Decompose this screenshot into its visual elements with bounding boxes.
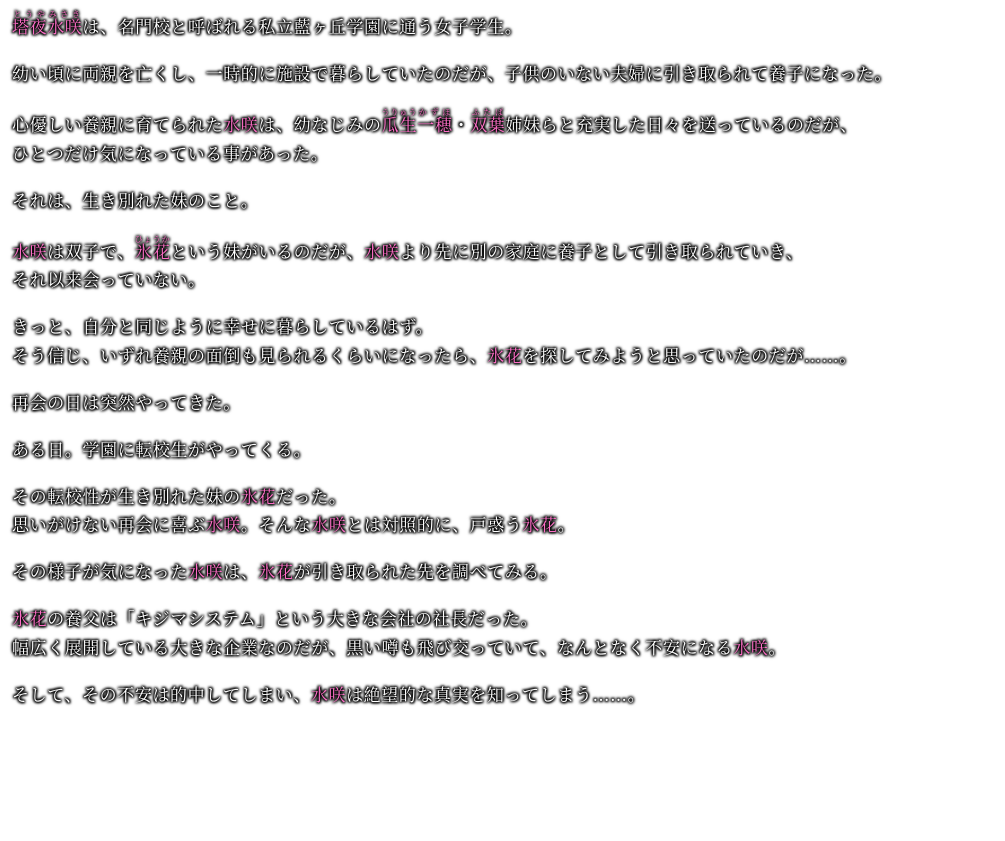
character-name	[381, 108, 418, 136]
character-name-text: 双葉	[470, 116, 506, 136]
character-name	[12, 10, 48, 38]
synopsis-paragraph	[12, 61, 1002, 90]
character-name: 水咲	[223, 116, 259, 136]
character-name: 氷花	[258, 563, 294, 583]
synopsis-line	[12, 606, 1002, 635]
narrative-text: は、	[223, 563, 259, 583]
narrative-text: それは、生き別れた妹のこと。	[12, 191, 259, 212]
narrative-text: その転校性が生き別れた妹の	[12, 487, 241, 508]
character-name: 氷花	[487, 346, 523, 367]
character-name: 水咲	[364, 242, 400, 263]
story-synopsis	[12, 10, 1002, 729]
narrative-text: 再会の日は突然やってきた。	[12, 393, 241, 414]
character-name: 水咲	[311, 516, 347, 536]
synopsis-paragraph	[12, 10, 1002, 43]
character-name-text: 水咲	[47, 18, 83, 38]
synopsis-line	[12, 141, 1002, 170]
synopsis-line	[12, 390, 1002, 419]
character-name: 氷花	[522, 516, 558, 536]
narrative-text: ひとつだけ気になっている事があった。	[12, 144, 329, 165]
narrative-text: そう信じ、いずれ養親の面倒も見られるくらいになったら、	[12, 346, 488, 367]
synopsis-paragraph	[12, 108, 1002, 169]
synopsis-line	[12, 267, 1002, 296]
synopsis-line	[12, 512, 1002, 541]
narrative-text: は双子で、	[47, 242, 135, 263]
synopsis-line	[12, 10, 1002, 43]
narrative-text: それ以来会っていない。	[12, 271, 206, 291]
synopsis-line	[12, 437, 1002, 466]
character-name-text: 氷花	[134, 242, 171, 263]
synopsis-paragraph	[12, 235, 1002, 296]
narrative-text: 幅広く展開している大きな企業なのだが、黒い噂も飛び交っていて、なんとなく不安になる	[12, 638, 734, 659]
synopsis-line	[12, 314, 1002, 343]
narrative-text: 思いがけない再会に喜ぶ	[12, 516, 206, 536]
narrative-text: が引き取られた先を調べてみる。	[293, 563, 558, 583]
narrative-text: ・	[452, 116, 471, 136]
narrative-text: は、幼なじみの	[258, 116, 382, 136]
narrative-text: は、名門校と呼ばれる私立藍ヶ丘学園に通う女子学生。	[82, 18, 523, 38]
narrative-text: 。	[768, 638, 787, 659]
narrative-text: 心優しい養親に育てられた	[12, 116, 224, 136]
synopsis-paragraph	[12, 314, 1002, 371]
synopsis-line	[12, 61, 1002, 90]
narrative-text: その様子が気になった	[12, 563, 188, 583]
synopsis-paragraph	[12, 484, 1002, 541]
synopsis-line	[12, 484, 1002, 513]
furigana-reading: とうや	[12, 10, 48, 19]
narrative-text: を探してみようと思っていたのだが……。	[522, 346, 857, 367]
narrative-text: は絶望的な真実を知ってしまう……。	[346, 685, 646, 706]
character-name: 水咲	[12, 242, 48, 263]
synopsis-paragraph	[12, 188, 1002, 217]
furigana-reading: かずほ	[417, 108, 453, 117]
synopsis-line	[12, 108, 1002, 141]
character-name-text: 塔夜	[12, 18, 48, 38]
furigana-reading: ふたば	[470, 108, 506, 117]
synopsis-line	[12, 235, 1002, 268]
character-name: 水咲	[188, 563, 224, 583]
narrative-text: の養父は「キジマシステム」という大きな会社の社長だった。	[47, 610, 539, 630]
narrative-text: 幼い頃に両親を亡くし、一時的に施設で暮らしていたのだが、子供のいない夫婦に引き取られて養子になった。	[12, 65, 892, 85]
synopsis-line	[12, 635, 1002, 664]
furigana-reading: みさき	[47, 10, 83, 19]
character-name	[470, 108, 506, 136]
narrative-text: という妹がいるのだが、	[170, 242, 365, 263]
furigana-reading: うりゅう	[381, 108, 418, 117]
narrative-text: 。	[557, 516, 576, 536]
character-name: 氷花	[240, 487, 277, 508]
narrative-text: より先に別の家庭に養子として引き取られていき、	[399, 242, 804, 263]
synopsis-paragraph	[12, 437, 1002, 466]
character-name-text: 一穂	[417, 116, 453, 136]
narrative-text: ある日。学園に転校生がやってくる。	[12, 440, 312, 461]
character-name	[417, 108, 453, 136]
character-name-text: 瓜生	[381, 116, 418, 136]
narrative-text: だった。	[276, 487, 347, 508]
synopsis-line	[12, 188, 1002, 217]
character-name: 水咲	[205, 516, 241, 536]
furigana-reading: ひょうか	[134, 234, 171, 244]
character-name: 水咲	[310, 685, 347, 706]
character-name: 水咲	[733, 638, 769, 659]
character-name	[134, 234, 171, 263]
narrative-text: 姉妹らと充実した日々を送っているのだが、	[505, 116, 858, 136]
synopsis-paragraph	[12, 682, 1002, 711]
synopsis-paragraph	[12, 559, 1002, 588]
synopsis-line	[12, 682, 1002, 711]
narrative-text: そして、その不安は的中してしまい、	[12, 685, 311, 706]
character-name	[47, 10, 83, 38]
synopsis-paragraph	[12, 390, 1002, 419]
character-name: 氷花	[12, 610, 48, 630]
synopsis-line	[12, 343, 1002, 372]
narrative-text: 。そんな	[240, 516, 312, 536]
synopsis-line	[12, 559, 1002, 588]
synopsis-paragraph	[12, 606, 1002, 663]
narrative-text: きっと、自分と同じように幸せに暮らしているはず。	[12, 318, 434, 338]
narrative-text: とは対照的に、戸惑う	[346, 516, 523, 536]
